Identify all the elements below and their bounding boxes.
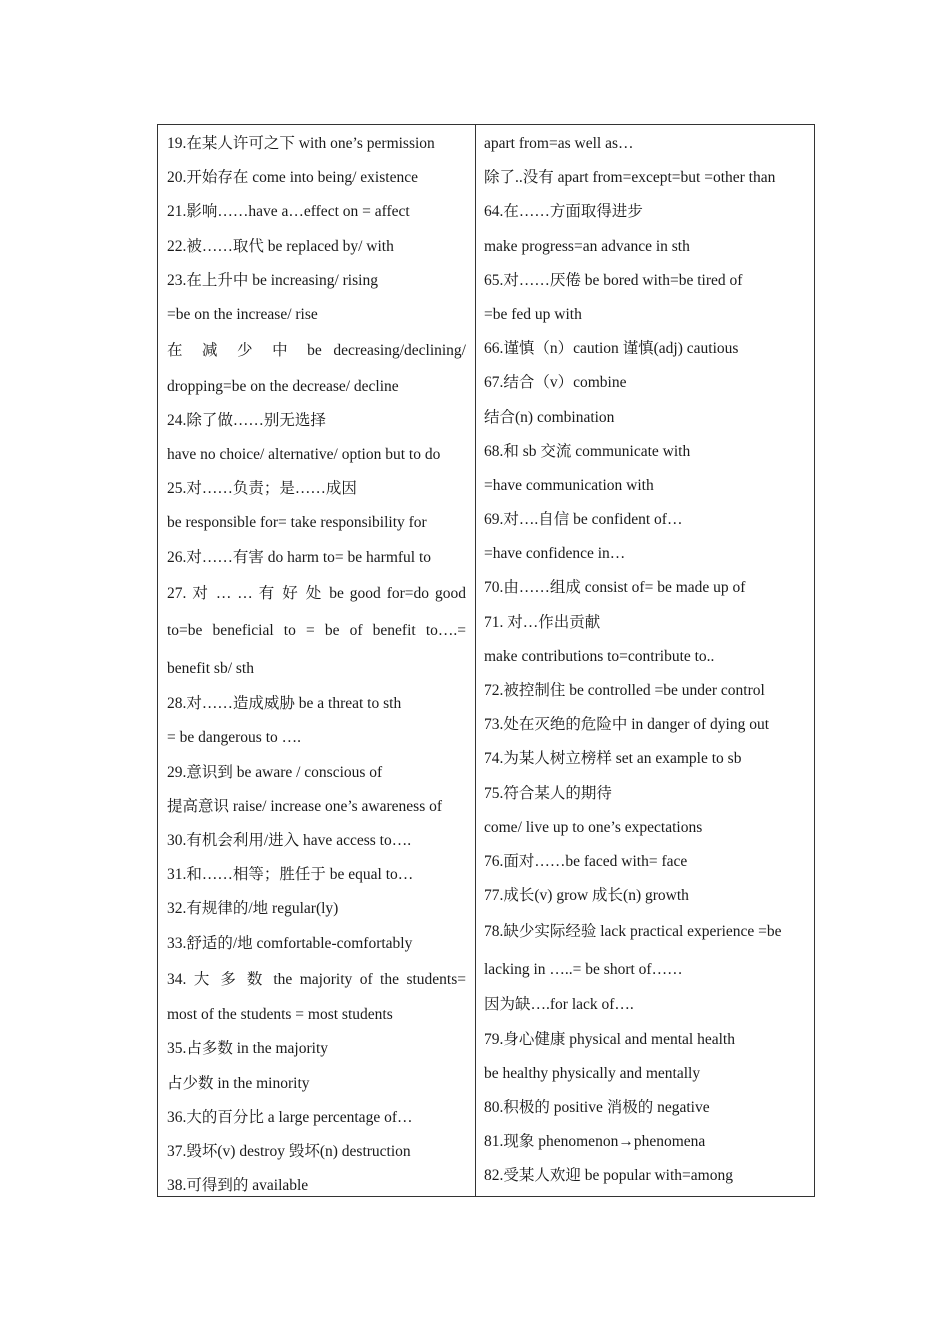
table-line: apart from=as well as…: [484, 135, 634, 152]
table-line: 64.在……方面取得进步: [484, 203, 643, 221]
table-line: have no choice/ alternative/ option but to do: [167, 446, 441, 463]
table-line: dropping=be on the decrease/ decline: [167, 377, 399, 395]
table-line: most of the students = most students: [167, 1006, 393, 1024]
table-line: 67.结合（v）combine: [484, 374, 627, 392]
table-line: 80.积极的 positive 消极的 negative: [484, 1098, 710, 1116]
table-line: to=be beneficial to = be of benefit to….=: [167, 622, 466, 640]
table-line: make contributions to=contribute to..: [484, 647, 715, 665]
table-line: 19.在某人许可之下 with one’s permission: [167, 135, 435, 152]
table-line: 在 减 少 中 be decreasing/declining/: [167, 342, 466, 360]
table-line: 36.大的百分比 a large percentage of…: [167, 1108, 413, 1126]
table-line: 35.占多数 in the majority: [167, 1040, 329, 1058]
table-line: 81.现象 phenomenon→phenomena: [484, 1133, 706, 1151]
table-line: = be dangerous to ….: [167, 729, 302, 747]
table-line: 占少数 in the minority: [167, 1074, 310, 1092]
table-line: 20.开始存在 come into being/ existence: [167, 169, 418, 187]
table-line: 32.有规律的/地 regular(ly): [167, 900, 339, 918]
table-line: 24.除了做……别无选择: [167, 411, 326, 429]
table-line: be healthy physically and mentally: [484, 1064, 701, 1082]
table-line: 71. 对…作出贡献: [484, 613, 601, 631]
table-line: benefit sb/ sth: [167, 659, 254, 677]
table-line: 26.对……有害 do harm to= be harmful to: [167, 548, 432, 566]
table-line: 因为缺….for lack of….: [484, 996, 634, 1014]
table-line: =be on the increase/ rise: [167, 305, 318, 323]
table-line: 21.影响……have a…effect on = affect: [167, 203, 410, 221]
table-line: 33.舒适的/地 comfortable-comfortably: [167, 934, 413, 952]
table-line: 70.由……组成 consist of= be made up of: [484, 579, 746, 597]
table-line: =have communication with: [484, 476, 654, 494]
table-line: 除了..没有 apart from=except=but =other than: [484, 169, 776, 187]
table-line: 31.和……相等；胜任于 be equal to…: [167, 866, 414, 884]
right-column: [476, 125, 814, 1196]
table-line: 74.为某人树立榜样 set an example to sb: [484, 750, 742, 768]
table-line: make progress=an advance in sth: [484, 237, 690, 255]
table-line: 66.谨慎（n）caution 谨慎(adj) cautious: [484, 340, 739, 358]
table-line: 73.处在灭绝的危险中 in danger of dying out: [484, 716, 770, 734]
table-line: 75.符合某人的期待: [484, 784, 612, 802]
table-line: 68.和 sb 交流 communicate with: [484, 442, 691, 460]
table-line: 25.对……负责；是……成因: [167, 480, 357, 498]
table-line: 69.对….自信 be confident of…: [484, 511, 683, 529]
table-line: 34. 大 多 数 the majority of the students=: [167, 970, 466, 988]
table-line: 79.身心健康 physical and mental health: [484, 1030, 735, 1048]
table-line: 78.缺少实际经验 lack practical experience =be: [484, 923, 782, 941]
table-line: be responsible for= take responsibility for: [167, 514, 427, 532]
table-line: lacking in …..= be short of……: [484, 960, 683, 978]
table-line: 76.面对……be faced with= face: [484, 852, 688, 870]
table-line: 72.被控制住 be controlled =be under control: [484, 682, 765, 699]
left-column: [158, 125, 476, 1196]
table-line: 结合(n) combination: [484, 408, 615, 426]
table-line: come/ live up to one’s expectations: [484, 818, 703, 836]
vocabulary-table: [157, 124, 815, 1197]
table-line: 22.被……取代 be replaced by/ with: [167, 237, 394, 255]
table-line: 77.成长(v) grow 成长(n) growth: [484, 887, 689, 905]
table-line: =have confidence in…: [484, 545, 626, 563]
table-line: 37.毁坏(v) destroy 毁坏(n) destruction: [167, 1143, 411, 1160]
table-line: 30.有机会利用/进入 have access to….: [167, 832, 412, 849]
table-line: 29.意识到 be aware / conscious of: [167, 763, 383, 781]
table-line: 65.对……厌倦 be bored with=be tired of: [484, 271, 743, 289]
table-line: 23.在上升中 be increasing/ rising: [167, 271, 378, 289]
table-line: 82.受某人欢迎 be popular with=among: [484, 1167, 733, 1185]
table-line: 38.可得到的 available: [167, 1177, 309, 1195]
table-line: 27. 对 … … 有 好 处 be good for=do good: [167, 584, 466, 602]
table-line: 提高意识 raise/ increase one’s awareness of: [167, 797, 443, 815]
table-line: =be fed up with: [484, 305, 582, 323]
table-line: 28.对……造成威胁 be a threat to sth: [167, 695, 402, 713]
